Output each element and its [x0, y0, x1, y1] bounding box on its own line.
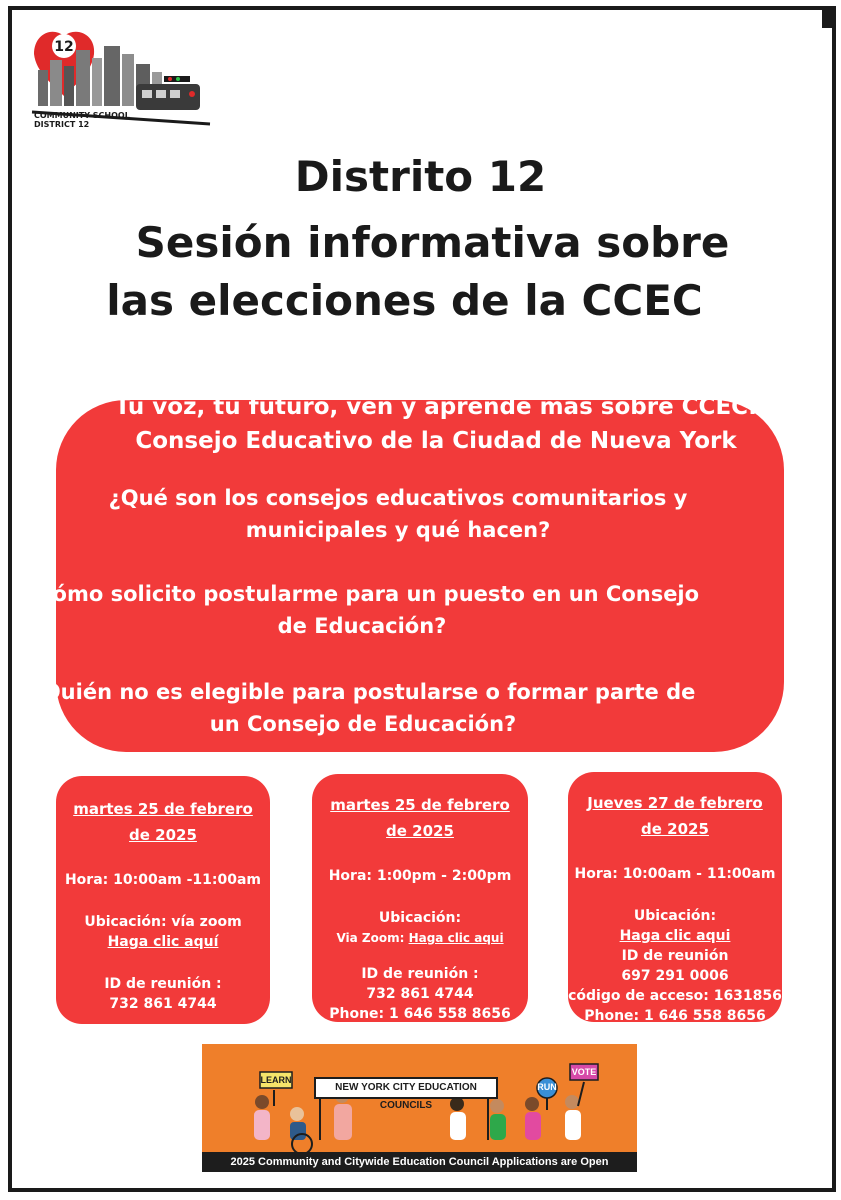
question-2-line-2: de Educación? — [277, 614, 447, 638]
banner-vote-sign: VOTE — [571, 1067, 597, 1077]
session-2-date: martes 25 de febrero — [330, 796, 510, 814]
intro-text — [72, 390, 800, 458]
session-2-id-value: 732 861 4744 — [366, 986, 474, 1002]
session-1-date: martes 25 de febrero — [73, 800, 253, 818]
question-2-line-1: ¿Cómo solicito postularme para un puesto en un Consejo — [24, 582, 700, 606]
session-3-phone: Phone: 1 646 558 8656 — [584, 1008, 766, 1024]
intro-line-2: Consejo Educativo de la Ciudad de Nueva York — [135, 428, 737, 454]
session-3-location: Ubicación: — [633, 908, 717, 924]
session-3-id-value: 697 291 0006 — [621, 968, 729, 984]
banner-caption: 2025 Community and Citywide Education Council Applications are Open — [202, 1152, 637, 1172]
session-3-link[interactable]: Haga clic aqui — [619, 928, 731, 944]
question-3 — [0, 676, 727, 740]
session-3-year: de 2025 — [641, 820, 709, 838]
question-1-line-2: municipales y qué hacen? — [245, 518, 551, 542]
intro-line-1: Tu voz, tu futuro, ven y aprende más sobre CCEC: — [114, 394, 758, 420]
banner-sign: NEW YORK CITY EDUCATION COUNCILS — [314, 1077, 498, 1099]
district-logo-graphic — [24, 20, 214, 130]
session-2-link[interactable]: Haga clic aqui — [408, 931, 504, 945]
session-1-time: Hora: 10:00am -11:00am — [64, 872, 262, 888]
title-line-1: Distrito 12 — [294, 152, 547, 201]
title-line-3: las elecciones de la CCEC — [106, 276, 703, 325]
education-councils-banner — [202, 1044, 637, 1172]
session-2-id-label: ID de reunión : — [361, 966, 479, 982]
district-logo — [24, 20, 214, 130]
logo-line2: DISTRICT 12 — [34, 120, 90, 129]
session-3-id-label: ID de reunión — [621, 948, 729, 964]
session-2-time: Hora: 1:00pm - 2:00pm — [328, 868, 512, 884]
session-card-2 — [312, 774, 528, 1022]
session-2-via — [312, 928, 528, 948]
session-1-id-label: ID de reunión : — [104, 976, 222, 992]
question-1 — [34, 482, 762, 546]
logo-line1: COMMUNITY SCHOOL — [34, 111, 130, 120]
corner-mark — [822, 6, 834, 28]
session-2-via-label: Via Zoom: — [336, 931, 409, 945]
question-3-line-1: ¿Quién no es elegible para postularse o formar parte de — [30, 680, 696, 704]
session-2-year: de 2025 — [386, 822, 454, 840]
logo-number: 12 — [54, 39, 74, 55]
session-1-link[interactable]: Haga clic aquí — [107, 934, 219, 950]
session-3-passcode: código de acceso: 1631856 — [568, 988, 782, 1004]
banner-run-sign: RUN — [537, 1082, 557, 1092]
session-3-time: Hora: 10:00am - 11:00am — [574, 866, 776, 882]
title-line-2: Sesión informativa sobre — [135, 218, 730, 267]
session-2-location: Ubicación: — [378, 910, 462, 926]
session-3-date: Jueves 27 de febrero — [587, 794, 763, 812]
session-2-phone: Phone: 1 646 558 8656 — [329, 1006, 511, 1022]
session-1-year: de 2025 — [129, 826, 197, 844]
question-2 — [0, 578, 726, 642]
question-1-line-1: ¿Qué son los consejos educativos comunitarios y — [108, 486, 688, 510]
session-card-3 — [568, 772, 782, 1022]
session-1-id-value: 732 861 4744 — [109, 996, 217, 1012]
session-1-location: Ubicación: vía zoom — [84, 914, 242, 930]
banner-learn-sign: LEARN — [260, 1075, 292, 1085]
session-card-1 — [56, 776, 270, 1024]
question-3-line-2: un Consejo de Educación? — [209, 712, 517, 736]
